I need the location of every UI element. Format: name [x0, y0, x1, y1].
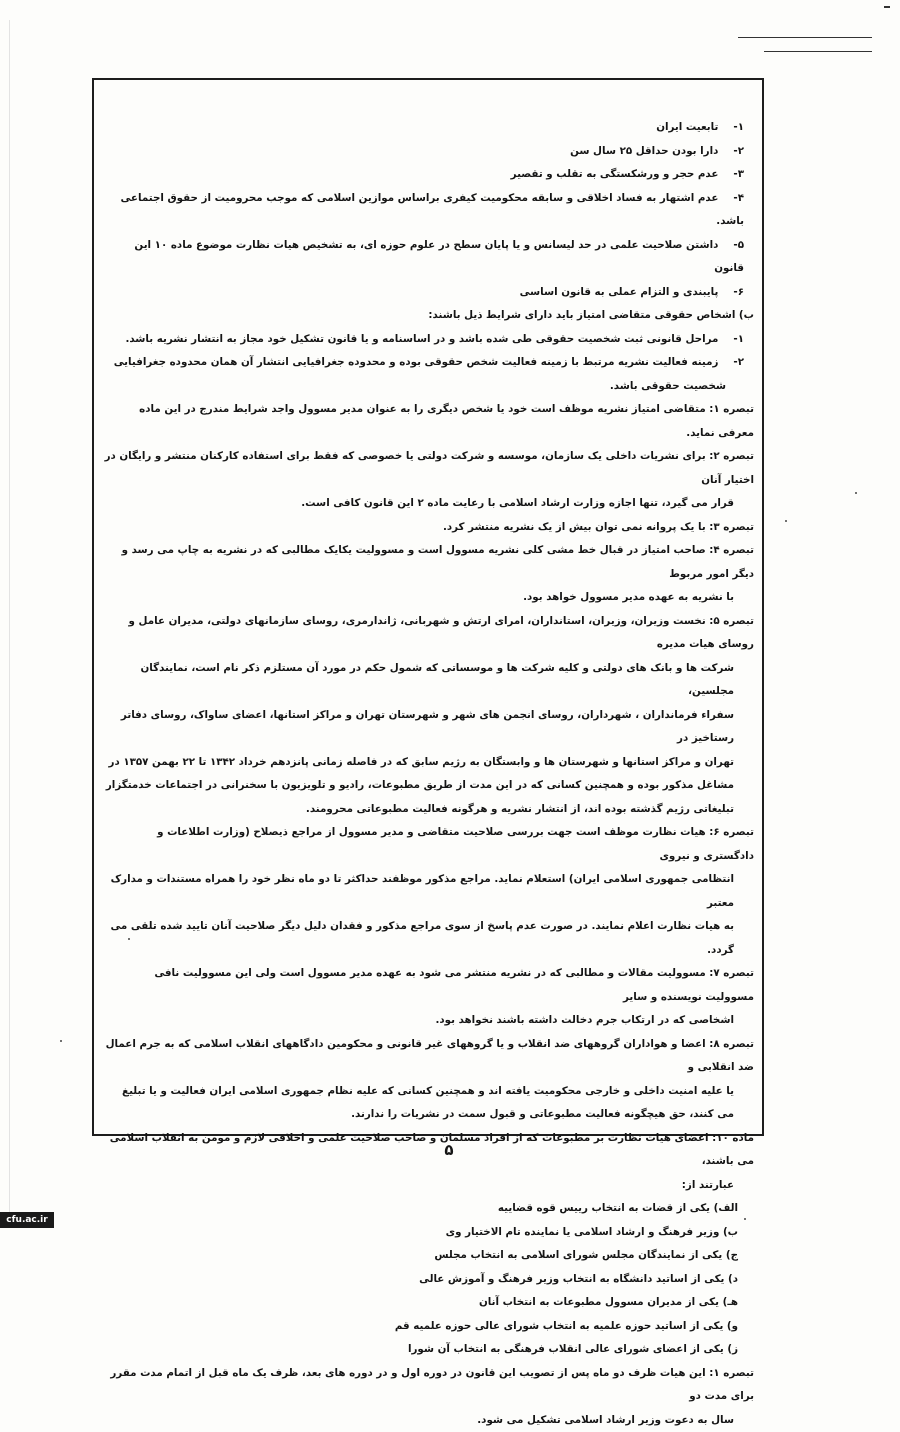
list-board-members [104, 1197, 754, 1362]
tabsare-5-line4: تهران و مراکز استانها و شهرستان ها و وابستگان به رژیم سابق که در فاصله زمانی پانزدهم خرداد ۱۳۴۲ تا ۲۲ بهمن ۱۳۵۷ در [104, 751, 754, 775]
tabsare-5-line2: شرکت ها و بانک های دولتی و کلیه شرکت ها و موسساتی که شمول حکم در مورد آن مستلزم ذکر نام است، نمایندگان مجلسین، [104, 657, 754, 704]
tabsare-8-line1: تبصره ۸: اعضا و هواداران گروههای ضد انقلاب و یا گروههای غیر قانونی و محکومین دادگاههای انقلاب اسلامی که به جرم اعمال ضد انقلابی و [104, 1033, 754, 1080]
list-item: ز) یکی از اعضای شورای عالی انقلاب فرهنگی به انتخاب آن شورا [104, 1338, 754, 1362]
tabsare-5-line3: سفراء فرمانداران ، شهرداران، روسای انجمن های شهر و شهرستان تهران و مراکز استانها، اعضای ساواک، روسای دفاتر رستاخیز در [104, 704, 754, 751]
tabsare-8-line2: یا علیه امنیت داخلی و خارجی محکومیت یافته اند و همچنین کسانی که علیه نظام جمهوری اسلامی ایران فعالیت و یا تبلیغ [104, 1080, 754, 1104]
list-item: و) یکی از اساتید حوزه علمیه به انتخاب شورای عالی حوزه علمیه قم [104, 1315, 754, 1339]
list-item: د) یکی از اساتید دانشگاه به انتخاب وزیر فرهنگ و آموزش عالی [104, 1268, 754, 1292]
tabsare-2-line1: تبصره ۲: برای نشریات داخلی یک سازمان، موسسه و شرکت دولتی یا خصوصی که فقط برای استفاده کارکنان منتشر و رایگان در اختیار آنان [104, 445, 754, 492]
tabsare-4-line2: با نشریه به عهده مدیر مسوول خواهد بود. [104, 586, 754, 610]
list-item: ۱- تابعیت ایران [104, 116, 754, 140]
list-item: ج) یکی از نمایندگان مجلس شورای اسلامی به انتخاب مجلس [104, 1244, 754, 1268]
list-legal-entity-conditions [104, 328, 754, 399]
list-individual-conditions [104, 116, 754, 304]
tabsare-1: تبصره ۱: متقاضی امتیاز نشریه موظف است خود یا شخص دیگری را به عنوان مدیر مسوول واجد شرایط مندرج در این ماده معرفی نماید. [104, 398, 754, 445]
list-item: الف) یکی از قضات به انتخاب رییس قوه قضاییه [104, 1197, 754, 1221]
list-item: ۱- مراحل قانونی ثبت شخصیت حقوقی طی شده باشد و در اساسنامه و یا قانون تشکیل خود مجاز به انتشار نشریه باشد. [104, 328, 754, 352]
scan-speck [785, 520, 787, 522]
tabsare-8-line3: می کنند، حق هیچگونه فعالیت مطبوعاتی و قبول سمت در نشریات را ندارند. [104, 1103, 754, 1127]
tabsare-2-line2: قرار می گیرد، تنها اجازه وزارت ارشاد اسلامی با رعایت ماده ۲ این قانون کافی است. [104, 492, 754, 516]
madde-10-line1: ماده ۱۰: اعضای هیات نظارت بر مطبوعات که از افراد مسلمان و صاحب صلاحیت علمی و اخلاقی لازم و مومن به انقلاب اسلامی می باشند، [104, 1127, 754, 1174]
list-item: ۲- زمینه فعالیت نشریه مرتبط با زمینه فعالیت شخص حقوقی بوده و محدوده جغرافیایی انتشار آن همان محدوده جغرافیایی [104, 351, 754, 375]
logo-text: cfu.ac.ir [6, 1215, 47, 1225]
tabsare-5-line5: مشاغل مذکور بوده و همچنین کسانی که در این مدت از طریق مطبوعات، رادیو و تلویزیون با سخنرانی در اجتماعات خدمتگزار [104, 774, 754, 798]
list-item: ۳- عدم حجر و ورشکستگی به تقلب و تقصیر [104, 163, 754, 187]
list-item: ۵- داشتن صلاحیت علمی در حد لیسانس و یا پایان سطح در علوم حوزه ای، به تشخیص هیات نظارت موضوع ماده ۱۰ این قانون [104, 234, 754, 281]
tabsare-3: تبصره ۳: با یک پروانه نمی توان بیش از یک نشریه منتشر کرد. [104, 516, 754, 540]
list-item: ب) وزیر فرهنگ و ارشاد اسلامی یا نماینده تام الاختیار وی [104, 1221, 754, 1245]
tabsare-4-line1: تبصره ۴: صاحب امتیاز در قبال خط مشی کلی نشریه مسوول است و مسوولیت یکایک مطالبی که در نشریه به چاپ می رسد و دیگر امور مربوط [104, 539, 754, 586]
tabsare-6-line1: تبصره ۶: هیات نظارت موظف است جهت بررسی صلاحیت متقاضی و مدیر مسوول از مراجع ذیصلاح (وزارت اطلاعات و دادگستری و نیروی [104, 821, 754, 868]
scan-margin-line [9, 20, 10, 1220]
top-rule-2 [764, 51, 872, 52]
list-item: هـ) یکی از مدیران مسوول مطبوعات به انتخاب آنان [104, 1291, 754, 1315]
tabsare-final-line2: سال به دعوت وزیر ارشاد اسلامی تشکیل می شود. [104, 1409, 754, 1432]
section-b-heading: ب) اشخاص حقوقی متقاضی امتیاز باید دارای شرایط ذیل باشند: [104, 304, 754, 328]
tabsare-final-line1: تبصره ۱: این هیات ظرف دو ماه پس از تصویب این قانون در دوره اول و در دوره های بعد، ظرف یک ماه قبل از اتمام مدت مقرر برای مدت دو [104, 1362, 754, 1409]
madde-10-line2: عبارتند از: [104, 1174, 754, 1198]
tabsare-5-line6: تبلیغاتی رژیم گذشته بوده اند، از انتشار نشریه و هرگونه فعالیت مطبوعاتی محرومند. [104, 798, 754, 822]
top-rule-1 [738, 37, 872, 38]
list-item-continuation: شخصیت حقوقی باشد. [104, 375, 754, 399]
tabsare-6-line3: به هیات نظارت اعلام نمایند. در صورت عدم پاسخ از سوی مراجع مذکور و فقدان دلیل دیگر صلاحیت آنان تایید شده تلقی می گردد. [104, 915, 754, 962]
page-number: ۵ [438, 1141, 460, 1159]
tabsare-6-line2: انتظامی جمهوری اسلامی ایران) استعلام نماید. مراجع مذکور موظفند حداکثر تا دو ماه نظر خود را همراه مستندات و مدارک معتبر [104, 868, 754, 915]
list-item: ۴- عدم اشتهار به فساد اخلاقی و سابقه محکومیت کیفری براساس موازین اسلامی که موجب محرومیت از حقوق اجتماعی باشد. [104, 187, 754, 234]
list-item: ۲- دارا بودن حداقل ۲۵ سال سن [104, 140, 754, 164]
corner-mark [884, 6, 890, 8]
scan-speck [855, 492, 857, 494]
document-body [104, 116, 754, 1432]
site-logo [0, 1212, 54, 1228]
tabsare-7-line1: تبصره ۷: مسوولیت مقالات و مطالبی که در نشریه منتشر می شود به عهده مدیر مسوول است ولی این مسوولیت نافی مسوولیت نویسنده و سایر [104, 962, 754, 1009]
tabsare-5-line1: تبصره ۵: نخست وزیران، وزیران، استانداران، امرای ارتش و شهربانی، ژاندارمری، روسای سازمانهای دولتی، مدیران عامل و روسای هیات مدیره [104, 610, 754, 657]
list-item: ۶- پایبندی و التزام عملی به قانون اساسی [104, 281, 754, 305]
scan-speck [60, 1040, 62, 1042]
tabsare-7-line2: اشخاصی که در ارتکاب جرم دخالت داشته باشند نخواهد بود. [104, 1009, 754, 1033]
